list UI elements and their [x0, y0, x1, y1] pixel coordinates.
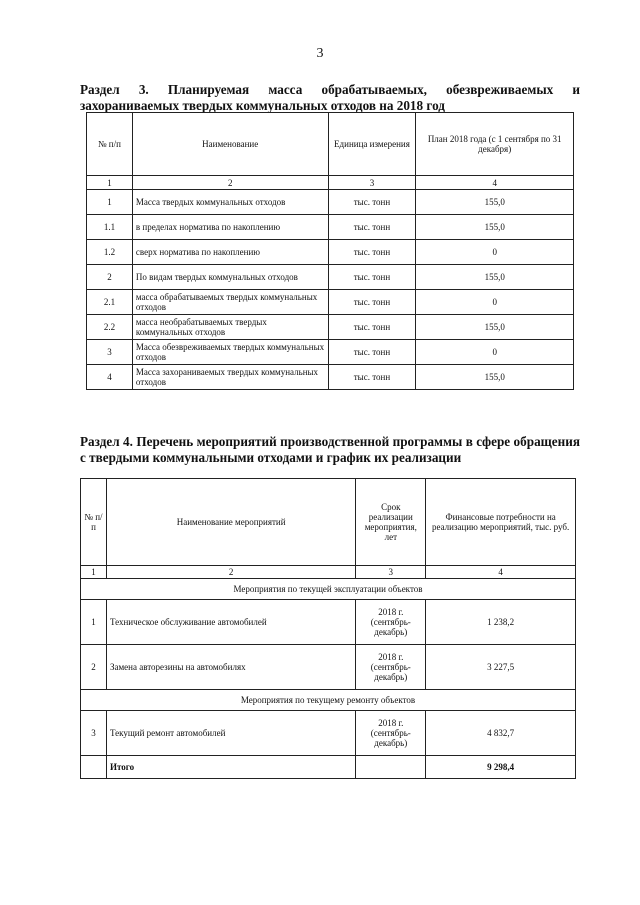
- row-unit: тыс. тонн: [328, 315, 416, 340]
- row-number: 2: [81, 645, 107, 690]
- row-name: Масса твердых коммунальных отходов: [132, 190, 328, 215]
- col-activity-header: Наименование мероприятий: [106, 479, 355, 566]
- row-number: 2.1: [87, 290, 133, 315]
- row-plan: 155,0: [416, 365, 574, 390]
- row-plan: 155,0: [416, 190, 574, 215]
- row-unit: тыс. тонн: [328, 265, 416, 290]
- row-plan: 0: [416, 340, 574, 365]
- row-name: масса обрабатываемых твердых коммунальных отходов: [132, 290, 328, 315]
- row-name: сверх норматива по накоплению: [132, 240, 328, 265]
- row-number: 1.1: [87, 215, 133, 240]
- table-header-row: [87, 113, 574, 176]
- col-index: 4: [426, 566, 576, 579]
- total-empty-cell: [356, 756, 426, 779]
- table-row: [81, 600, 576, 645]
- col-plan-header: План 2018 года (с 1 сентября по 31 декабря): [416, 113, 574, 176]
- table-row: [87, 265, 574, 290]
- row-activity: Техническое обслуживание автомобилей: [106, 600, 355, 645]
- table-row: [87, 315, 574, 340]
- row-term: 2018 г. (сентябрь-декабрь): [356, 600, 426, 645]
- table-row: [81, 711, 576, 756]
- row-number: 1: [87, 190, 133, 215]
- total-empty-cell: [81, 756, 107, 779]
- row-cost: 1 238,2: [426, 600, 576, 645]
- row-number: 3: [87, 340, 133, 365]
- row-unit: тыс. тонн: [328, 340, 416, 365]
- table-row: [81, 645, 576, 690]
- column-numbers-row: [87, 176, 574, 190]
- column-numbers-row: [81, 566, 576, 579]
- section-4-heading: Раздел 4. Перечень мероприятий производственной программы в сфере обращения с твердыми коммунальными отходами и график их реализации: [80, 434, 580, 465]
- table-row: [87, 240, 574, 265]
- group-title: Мероприятия по текущей эксплуатации объектов: [81, 579, 576, 600]
- row-name: По видам твердых коммунальных отходов: [132, 265, 328, 290]
- col-cost-header: Финансовые потребности на реализацию мероприятий, тыс. руб.: [426, 479, 576, 566]
- row-number: 3: [81, 711, 107, 756]
- row-plan: 155,0: [416, 315, 574, 340]
- table-header-row: [81, 479, 576, 566]
- row-number: 2: [87, 265, 133, 290]
- row-name: Масса захораниваемых твердых коммунальных отходов: [132, 365, 328, 390]
- row-unit: тыс. тонн: [328, 240, 416, 265]
- col-index: 2: [106, 566, 355, 579]
- table-row: [87, 365, 574, 390]
- row-unit: тыс. тонн: [328, 215, 416, 240]
- row-plan: 0: [416, 240, 574, 265]
- row-plan: 0: [416, 290, 574, 315]
- table-row: [87, 190, 574, 215]
- row-plan: 155,0: [416, 215, 574, 240]
- row-cost: 4 832,7: [426, 711, 576, 756]
- row-number: 4: [87, 365, 133, 390]
- row-cost: 3 227,5: [426, 645, 576, 690]
- waste-mass-table: [86, 112, 574, 390]
- row-unit: тыс. тонн: [328, 290, 416, 315]
- group-row-repair: [81, 690, 576, 711]
- row-name: Масса обезвреживаемых твердых коммунальных отходов: [132, 340, 328, 365]
- col-number-header: № п/п: [87, 113, 133, 176]
- row-unit: тыс. тонн: [328, 190, 416, 215]
- activities-table: [80, 478, 576, 779]
- col-name-header: Наименование: [132, 113, 328, 176]
- row-term: 2018 г. (сентябрь-декабрь): [356, 711, 426, 756]
- col-index: 1: [81, 566, 107, 579]
- row-name: в пределах норматива по накоплению: [132, 215, 328, 240]
- table-row: [87, 215, 574, 240]
- row-activity: Замена авторезины на автомобилях: [106, 645, 355, 690]
- total-label: Итого: [106, 756, 355, 779]
- row-number: 1: [81, 600, 107, 645]
- group-title: Мероприятия по текущему ремонту объектов: [81, 690, 576, 711]
- col-index: 4: [416, 176, 574, 190]
- row-unit: тыс. тонн: [328, 365, 416, 390]
- table-row: [87, 290, 574, 315]
- row-plan: 155,0: [416, 265, 574, 290]
- group-row-operation: [81, 579, 576, 600]
- col-unit-header: Единица измерения: [328, 113, 416, 176]
- row-number: 2.2: [87, 315, 133, 340]
- col-index: 1: [87, 176, 133, 190]
- row-activity: Текущий ремонт автомобилей: [106, 711, 355, 756]
- page-number: 3: [316, 46, 324, 61]
- row-name: масса необрабатываемых твердых коммунальных отходов: [132, 315, 328, 340]
- total-value: 9 298,4: [426, 756, 576, 779]
- col-index: 2: [132, 176, 328, 190]
- col-number-header: № п/п: [81, 479, 107, 566]
- table-row: [87, 340, 574, 365]
- col-index: 3: [328, 176, 416, 190]
- col-index: 3: [356, 566, 426, 579]
- total-row: [81, 756, 576, 779]
- row-number: 1.2: [87, 240, 133, 265]
- col-term-header: Срок реализации мероприятия, лет: [356, 479, 426, 566]
- row-term: 2018 г. (сентябрь-декабрь): [356, 645, 426, 690]
- section-3-heading: Раздел 3. Планируемая масса обрабатываемых, обезвреживаемых и захораниваемых твердых коммунальных отходов на 2018 год: [80, 82, 580, 113]
